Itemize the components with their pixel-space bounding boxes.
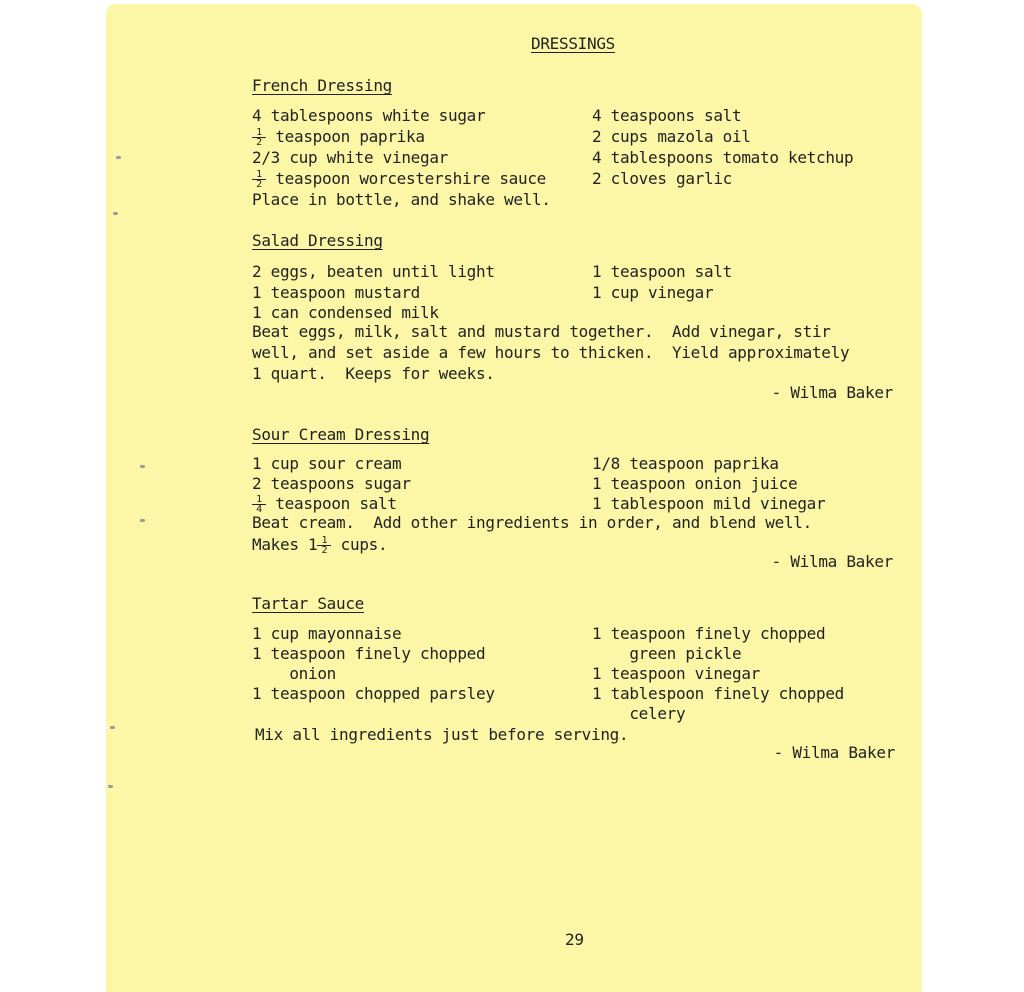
ingredient-line: 1 can condensed milk	[252, 303, 439, 322]
ingredient-line: green pickle	[592, 644, 742, 663]
ingredient-line: 2 cups mazola oil	[592, 127, 751, 146]
ingredient-line: 1 teaspoon mustard	[252, 283, 420, 302]
recipe-method: well, and set aside a few hours to thicken. Yield approximately	[252, 343, 850, 362]
ingredient-line: 1 teaspoon finely chopped	[252, 644, 486, 663]
recipe-method: Place in bottle, and shake well.	[252, 190, 551, 209]
binder-hole-mark	[116, 156, 121, 159]
binder-hole-mark	[108, 785, 113, 788]
ingredient-line: 1 cup sour cream	[252, 454, 402, 473]
ingredient-line: 4 tablespoons tomato ketchup	[592, 148, 854, 167]
recipe-title-french: French Dressing	[252, 76, 392, 95]
recipe-method: Mix all ingredients just before serving.	[255, 725, 629, 744]
ingredient-line: 1 tablespoon finely chopped	[592, 684, 844, 703]
ingredient-line: 1 teaspoon onion juice	[592, 474, 798, 493]
binder-hole-mark	[140, 519, 145, 522]
recipe-method: Beat eggs, milk, salt and mustard together. Add vinegar, stir	[252, 322, 831, 341]
recipe-title-sour-cream: Sour Cream Dressing	[252, 425, 430, 444]
ingredient-line: 1 cup mayonnaise	[252, 624, 402, 643]
ingredient-line: 4 tablespoons white sugar	[252, 106, 486, 125]
recipe-method: 1 quart. Keeps for weeks.	[252, 364, 495, 383]
page-number: 29	[565, 930, 584, 949]
ingredient-line: celery	[592, 704, 686, 723]
binder-hole-mark	[110, 726, 115, 729]
ingredient-line: 2 eggs, beaten until light	[252, 262, 495, 281]
ingredient-line: $\frac{1}{2}$ teaspoon paprika	[252, 127, 425, 147]
ingredient-line: 1 cup vinegar	[592, 283, 714, 302]
recipe-method: Makes 1 $\frac{1}{2}$ cups.	[252, 535, 388, 556]
ingredient-line: $\frac{1}{2}$ teaspoon worcestershire sauce	[252, 169, 546, 189]
ingredient-line: 2/3 cup white vinegar	[252, 148, 448, 167]
binder-hole-mark	[113, 212, 118, 215]
ingredient-line: 4 teaspoons salt	[592, 106, 742, 125]
recipe-method: Beat cream. Add other ingredients in order, and blend well.	[252, 513, 812, 532]
ingredient-line: 1 teaspoon finely chopped	[592, 624, 826, 643]
recipe-title-salad: Salad Dressing	[252, 231, 383, 250]
ingredient-line: 2 cloves garlic	[592, 169, 732, 188]
recipe-author: - Wilma Baker	[771, 552, 893, 571]
ingredient-line: 2 teaspoons sugar	[252, 474, 411, 493]
ingredient-line: 1 teaspoon chopped parsley	[252, 684, 495, 703]
ingredient-line: 1/8 teaspoon paprika	[592, 454, 779, 473]
ingredient-line: $\frac{1}{4}$ teaspoon salt	[252, 494, 397, 514]
ingredient-line: onion	[252, 664, 336, 683]
recipe-author: - Wilma Baker	[773, 743, 895, 762]
page-title: DRESSINGS	[531, 34, 615, 53]
ingredient-line: 1 tablespoon mild vinegar	[592, 494, 826, 513]
ingredient-line: 1 teaspoon vinegar	[592, 664, 760, 683]
recipe-author: - Wilma Baker	[771, 383, 893, 402]
ingredient-line: 1 teaspoon salt	[592, 262, 732, 281]
binder-hole-mark	[140, 465, 145, 468]
recipe-title-tartar: Tartar Sauce	[252, 594, 364, 613]
